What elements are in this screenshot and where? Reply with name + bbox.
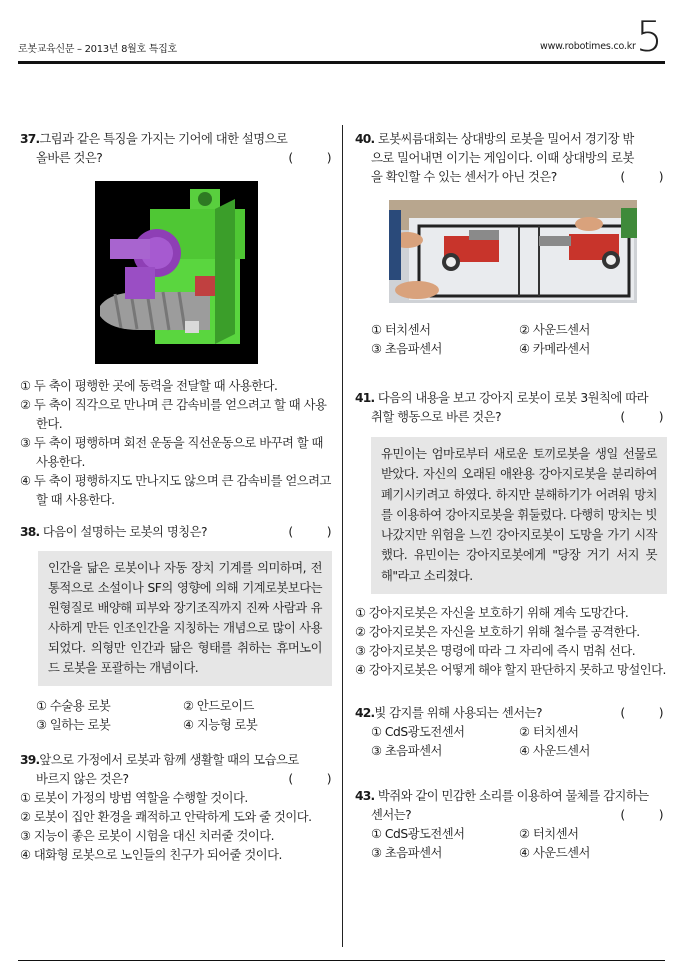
option-2[interactable]: ② 사운드센서	[519, 323, 590, 337]
left-column	[20, 130, 335, 865]
option-3[interactable]: ③ 두 축이 평행하며 회전 운동을 직선운동으로 바꾸려 할 때 사용한다.	[20, 436, 323, 469]
answer-blank[interactable]: ( )	[288, 772, 331, 786]
question-42	[355, 704, 667, 723]
question-number: 37.	[20, 132, 40, 146]
question-number: 40.	[355, 132, 375, 146]
answer-blank[interactable]: ( )	[620, 410, 663, 424]
question-text: 센서는?	[371, 808, 412, 823]
question-38	[20, 523, 335, 542]
column-divider	[342, 125, 343, 947]
option-1[interactable]: ① 두 축이 평행한 곳에 동력을 전달할 때 사용한다.	[20, 379, 278, 393]
question-text: 취할 행동으로 바른 것은?	[371, 410, 502, 424]
question-text: 로봇씨름대회는 상대방의 로봇을 밀어서 경기장 밖	[377, 132, 634, 146]
option-4[interactable]: ④ 강아지로봇은 어떻게 해야 할지 판단하지 못하고 망설인다.	[355, 663, 666, 678]
passage-text: 인간을 닮은 로봇이나 자동 장치 기계를 의미하며, 전통적으로 소설이나 SF의 영향에 의해 기계로봇보다는 원형질로 배양해 피부와 장기조직까지 진짜 사람과 유사하게 만든 인조인간을 지칭하는 개념으로 많이 사용되었다. 의형만 인간과 닮은 형태를 취하는 휴머노이드 로봇을 포괄하는 개념이다.	[48, 561, 322, 675]
option-1[interactable]: ① 강아지로봇은 자신을 보호하기 위해 계속 도망간다.	[355, 606, 629, 621]
option-4[interactable]: ④ 사운드센서	[519, 744, 590, 759]
question-43	[355, 787, 667, 825]
question-41	[355, 389, 667, 427]
answer-blank[interactable]: ( )	[288, 151, 331, 165]
option-4[interactable]: ④ 대화형 로봇으로 노인들의 친구가 되어줄 것이다.	[20, 848, 282, 862]
worm-gear-image	[95, 181, 258, 364]
q41-options	[355, 604, 667, 680]
option-3[interactable]: ③ 일하는 로봇	[36, 718, 111, 732]
answer-blank[interactable]: ( )	[620, 808, 663, 823]
option-3[interactable]: ③ 초음파센서	[371, 342, 442, 356]
header-rule	[18, 61, 665, 64]
question-number: 38.	[20, 525, 40, 539]
option-1[interactable]: ① 로봇이 가정의 방범 역할을 수행할 것이다.	[20, 791, 248, 805]
option-2[interactable]: ② 로봇이 집안 환경을 쾌적하고 안락하게 도와 줄 것이다.	[20, 810, 312, 824]
option-1[interactable]: ① 수술용 로봇	[36, 699, 111, 713]
question-number: 42.	[355, 706, 375, 721]
worm-gear-figure	[95, 181, 258, 364]
answer-blank[interactable]: ( )	[620, 706, 663, 721]
option-4[interactable]: ④ 두 축이 평행하지도 만나지도 않으며 큰 감속비를 얻으려고 할 때 사용한다.	[20, 474, 331, 507]
passage-text: 유민이는 엄마로부터 새로운 토끼로봇을 생일 선물로 받았다. 자신의 오래된 애완용 강아지로봇을 분리하여 폐기시키려고 하였다. 하지만 분해하기가 어려워 망치를 이용하여 강아지로봇을 휘둘렀다. 다행히 망치는 빗나갔지만 위험을 느낀 강아지로봇이 도망을 가기 시작했다. 유민이는 강아지로봇에게 "당장 거기 서지 못해"라고 소리쳤다.	[381, 447, 657, 583]
option-1[interactable]: ① CdS광도전센서	[371, 725, 465, 740]
option-3[interactable]: ③ 초음파센서	[371, 744, 442, 759]
option-2[interactable]: ② 안드로이드	[183, 699, 254, 713]
question-text: 빛 감지를 위해 사용되는 센서는?	[374, 706, 542, 721]
question-text: 그림과 같은 특징을 가지는 기어에 대한 설명으로	[39, 132, 288, 146]
q37-options	[20, 377, 335, 510]
question-number: 39.	[20, 753, 40, 767]
newspaper-title: 로봇교육신문 – 2013년 8월호 특집호	[18, 44, 177, 55]
page-number: 5	[636, 12, 663, 61]
question-40	[355, 130, 667, 187]
q40-options	[355, 321, 667, 359]
q42-options	[355, 723, 667, 761]
option-3[interactable]: ③ 지능이 좋은 로봇이 시험을 대신 치러줄 것이다.	[20, 829, 274, 843]
option-1[interactable]: ① 터치센서	[371, 323, 431, 337]
question-37	[20, 130, 335, 168]
option-2[interactable]: ② 강아지로봇은 자신을 보호하기 위해 철수를 공격한다.	[355, 625, 640, 640]
question-number: 43.	[355, 789, 375, 804]
q39-options	[20, 789, 335, 865]
answer-blank[interactable]: ( )	[620, 170, 663, 184]
robot-sumo-image	[389, 200, 637, 303]
footer-rule	[18, 960, 665, 961]
q43-options	[355, 825, 667, 863]
answer-blank[interactable]: ( )	[288, 525, 331, 539]
option-4[interactable]: ④ 카메라센서	[519, 342, 590, 356]
robot-sumo-photo	[389, 200, 637, 303]
website-url[interactable]: www.robotimes.co.kr	[540, 41, 636, 52]
question-text: 박쥐와 같이 민감한 소리를 이용하여 물체를 감지하는	[377, 789, 649, 804]
question-text: 앞으로 가정에서 로봇과 함께 생활할 때의 모습으로	[39, 753, 299, 767]
option-2[interactable]: ② 터치센서	[519, 725, 579, 740]
option-2[interactable]: ② 터치센서	[519, 827, 579, 842]
question-text: 다음이 설명하는 로봇의 명칭은?	[42, 525, 207, 539]
question-text: 바르지 않은 것은?	[36, 772, 129, 786]
question-text: 올바른 것은?	[36, 151, 103, 165]
question-number: 41.	[355, 391, 375, 405]
option-3[interactable]: ③ 강아지로봇은 명령에 따라 그 자리에 즉시 멈춰 선다.	[355, 644, 636, 659]
right-column	[355, 130, 667, 863]
q38-options	[20, 697, 335, 735]
option-1[interactable]: ① CdS광도전센서	[371, 827, 465, 842]
option-4[interactable]: ④ 사운드센서	[519, 846, 590, 861]
question-text: 으로 밀어내면 이기는 게임이다. 이때 상대방의 로봇	[371, 151, 634, 165]
question-text: 다음의 내용을 보고 강아지 로봇이 로봇 3원칙에 따라	[377, 391, 648, 405]
option-2[interactable]: ② 두 축이 직각으로 만나며 큰 감속비를 얻으려고 할 때 사용한다.	[20, 398, 327, 431]
q38-passage-box	[38, 551, 332, 686]
option-3[interactable]: ③ 초음파센서	[371, 846, 442, 861]
option-4[interactable]: ④ 지능형 로봇	[183, 718, 258, 732]
q41-passage-box	[371, 437, 667, 594]
question-39	[20, 751, 335, 789]
question-text: 을 확인할 수 있는 센서가 아닌 것은?	[371, 170, 557, 184]
